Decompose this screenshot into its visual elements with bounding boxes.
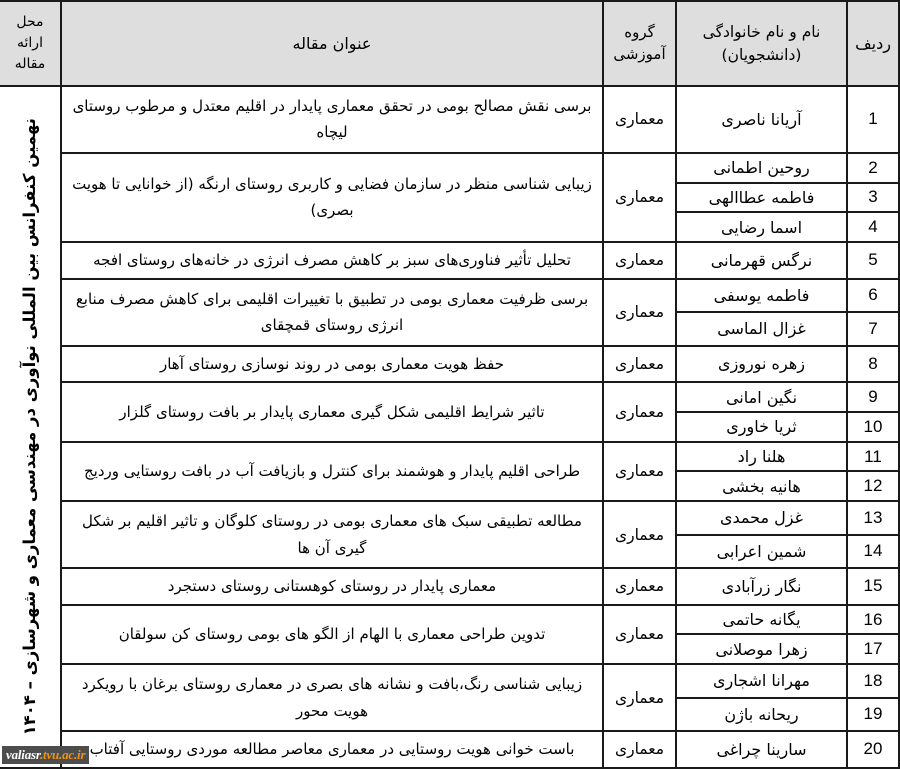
cell-row-number: 12: [847, 471, 899, 501]
site-watermark: [2, 746, 89, 764]
cell-row-number: 20: [847, 731, 899, 768]
table-row: [0, 346, 899, 383]
cell-row-number: 18: [847, 664, 899, 697]
cell-conference-banner: [0, 86, 61, 768]
cell-student-name: مهرانا اشجاری: [676, 664, 847, 697]
cell-student-name: ثریا خاوری: [676, 412, 847, 442]
watermark-name: valiasr: [6, 746, 40, 762]
cell-row-number: 15: [847, 568, 899, 605]
cell-row-number: 1: [847, 86, 899, 153]
cell-student-name: نگار زرآبادی: [676, 568, 847, 605]
column-header-department: [603, 1, 676, 86]
cell-student-name: آریانا ناصری: [676, 86, 847, 153]
table-header-row: [0, 1, 899, 86]
cell-row-number: 10: [847, 412, 899, 442]
table-row: [0, 382, 899, 412]
conference-banner-text: نهمین کنفرانس بین المللی نوآوری در مهندسی معماری و شهرسازی – ۱۴۰۴: [19, 118, 39, 736]
cell-student-name: روحین اطمانی: [676, 153, 847, 183]
cell-department: معماری: [603, 153, 676, 242]
cell-student-name: فاطمه عطاالهی: [676, 183, 847, 213]
cell-department: معماری: [603, 664, 676, 731]
table-row: [0, 242, 899, 279]
column-header-department-line2: آموزشی: [613, 44, 666, 63]
cell-student-name: غزل محمدی: [676, 501, 847, 534]
cell-student-name: زهره نوروزی: [676, 346, 847, 383]
table-row: [0, 279, 899, 312]
cell-row-number: 14: [847, 535, 899, 568]
cell-department: معماری: [603, 279, 676, 346]
cell-article-title: حفظ هویت معماری بومی در روند نوسازی روستای آهار: [61, 346, 603, 383]
cell-student-name: زهرا موصلانی: [676, 634, 847, 664]
cell-student-name: فاطمه یوسفی: [676, 279, 847, 312]
column-header-venue-line2: ارائه: [17, 35, 43, 51]
cell-article-title: مطالعه تطبیقی سبک های معماری بومی در روستای کلوگان و تاثیر اقلیم بر شکل گیری آن ها: [61, 501, 603, 568]
cell-row-number: 2: [847, 153, 899, 183]
cell-article-title: زیبایی شناسی رنگ،بافت و نشانه های بصری در معماری روستای برغان با رویکرد هویت محور: [61, 664, 603, 731]
cell-article-title: طراحی اقلیم پایدار و هوشمند برای کنترل و بازیافت آب در بافت روستایی وردیج: [61, 442, 603, 501]
cell-article-title: برسی نقش مصالح بومی در تحقق معماری پایدار در اقلیم معتدل و مرطوب روستای لیچاه: [61, 86, 603, 153]
column-header-student-name-line2: (دانشجویان): [721, 45, 802, 64]
cell-article-title: زیبایی شناسی منظر در سازمان فضایی و کاربری روستای ارنگه (از خوانایی تا هویت بصری): [61, 153, 603, 242]
table-row: [0, 442, 899, 472]
column-header-student-name: [676, 1, 847, 86]
cell-department: معماری: [603, 382, 676, 441]
cell-student-name: اسما رضایی: [676, 212, 847, 242]
table-row: [0, 731, 899, 768]
cell-article-title: تاثیر شرایط اقلیمی شکل گیری معماری پایدار بر بافت روستای گلزار: [61, 382, 603, 441]
cell-department: معماری: [603, 501, 676, 568]
column-header-venue-line3: مقاله: [14, 56, 46, 72]
cell-row-number: 19: [847, 698, 899, 731]
cell-department: معماری: [603, 731, 676, 768]
table-row: [0, 501, 899, 534]
cell-row-number: 17: [847, 634, 899, 664]
column-header-venue: [0, 1, 61, 86]
cell-row-number: 4: [847, 212, 899, 242]
table-header: [0, 1, 899, 86]
cell-row-number: 9: [847, 382, 899, 412]
table-row: [0, 86, 899, 153]
cell-article-title: باست خوانی هویت روستایی در معماری معاصر مطالعه موردی روستایی آفتاب: [61, 731, 603, 768]
cell-department: معماری: [603, 442, 676, 501]
cell-student-name: هانیه بخشی: [676, 471, 847, 501]
cell-department: معماری: [603, 346, 676, 383]
cell-row-number: 16: [847, 605, 899, 635]
cell-department: معماری: [603, 242, 676, 279]
cell-article-title: برسی ظرفیت معماری بومی در تطبیق با تغییرات اقلیمی برای کاهش مصرف منابع انرژی روستای قمچقای: [61, 279, 603, 346]
cell-department: معماری: [603, 86, 676, 153]
table-body: [0, 86, 899, 768]
cell-article-title: تدوین طراحی معماری با الهام از الگو های بومی روستای کن سولقان: [61, 605, 603, 664]
cell-student-name: ریحانه باژن: [676, 698, 847, 731]
cell-student-name: نگین امانی: [676, 382, 847, 412]
cell-department: معماری: [603, 568, 676, 605]
column-header-student-name-line1: نام و نام خانوادگی: [702, 23, 821, 42]
watermark-domain: .tvu.ac.ir: [40, 746, 86, 762]
table-row: [0, 568, 899, 605]
cell-student-name: شمین اعرابی: [676, 535, 847, 568]
cell-row-number: 3: [847, 183, 899, 213]
cell-student-name: هلنا راد: [676, 442, 847, 472]
cell-row-number: 6: [847, 279, 899, 312]
column-header-row-number: ردیف: [847, 1, 899, 86]
column-header-venue-line1: محل: [16, 14, 44, 30]
table-row: [0, 664, 899, 697]
column-header-department-line1: گروه: [624, 22, 655, 41]
table-row: [0, 605, 899, 635]
cell-student-name: سارینا چراغی: [676, 731, 847, 768]
cell-student-name: نرگس قهرمانی: [676, 242, 847, 279]
cell-row-number: 11: [847, 442, 899, 472]
conference-banner-wrapper: [0, 87, 60, 767]
cell-student-name: غزال الماسی: [676, 312, 847, 345]
cell-row-number: 13: [847, 501, 899, 534]
cell-article-title: تحلیل تأثیر فناوری‌های سبز بر کاهش مصرف انرژی در خانه‌های روستای افجه: [61, 242, 603, 279]
cell-department: معماری: [603, 605, 676, 664]
column-header-article-title: عنوان مقاله: [61, 1, 603, 86]
cell-article-title: معماری پایدار در روستای کوهستانی روستای دستجرد: [61, 568, 603, 605]
table-row: [0, 153, 899, 183]
cell-row-number: 5: [847, 242, 899, 279]
cell-row-number: 8: [847, 346, 899, 383]
cell-student-name: یگانه حاتمی: [676, 605, 847, 635]
cell-row-number: 7: [847, 312, 899, 345]
